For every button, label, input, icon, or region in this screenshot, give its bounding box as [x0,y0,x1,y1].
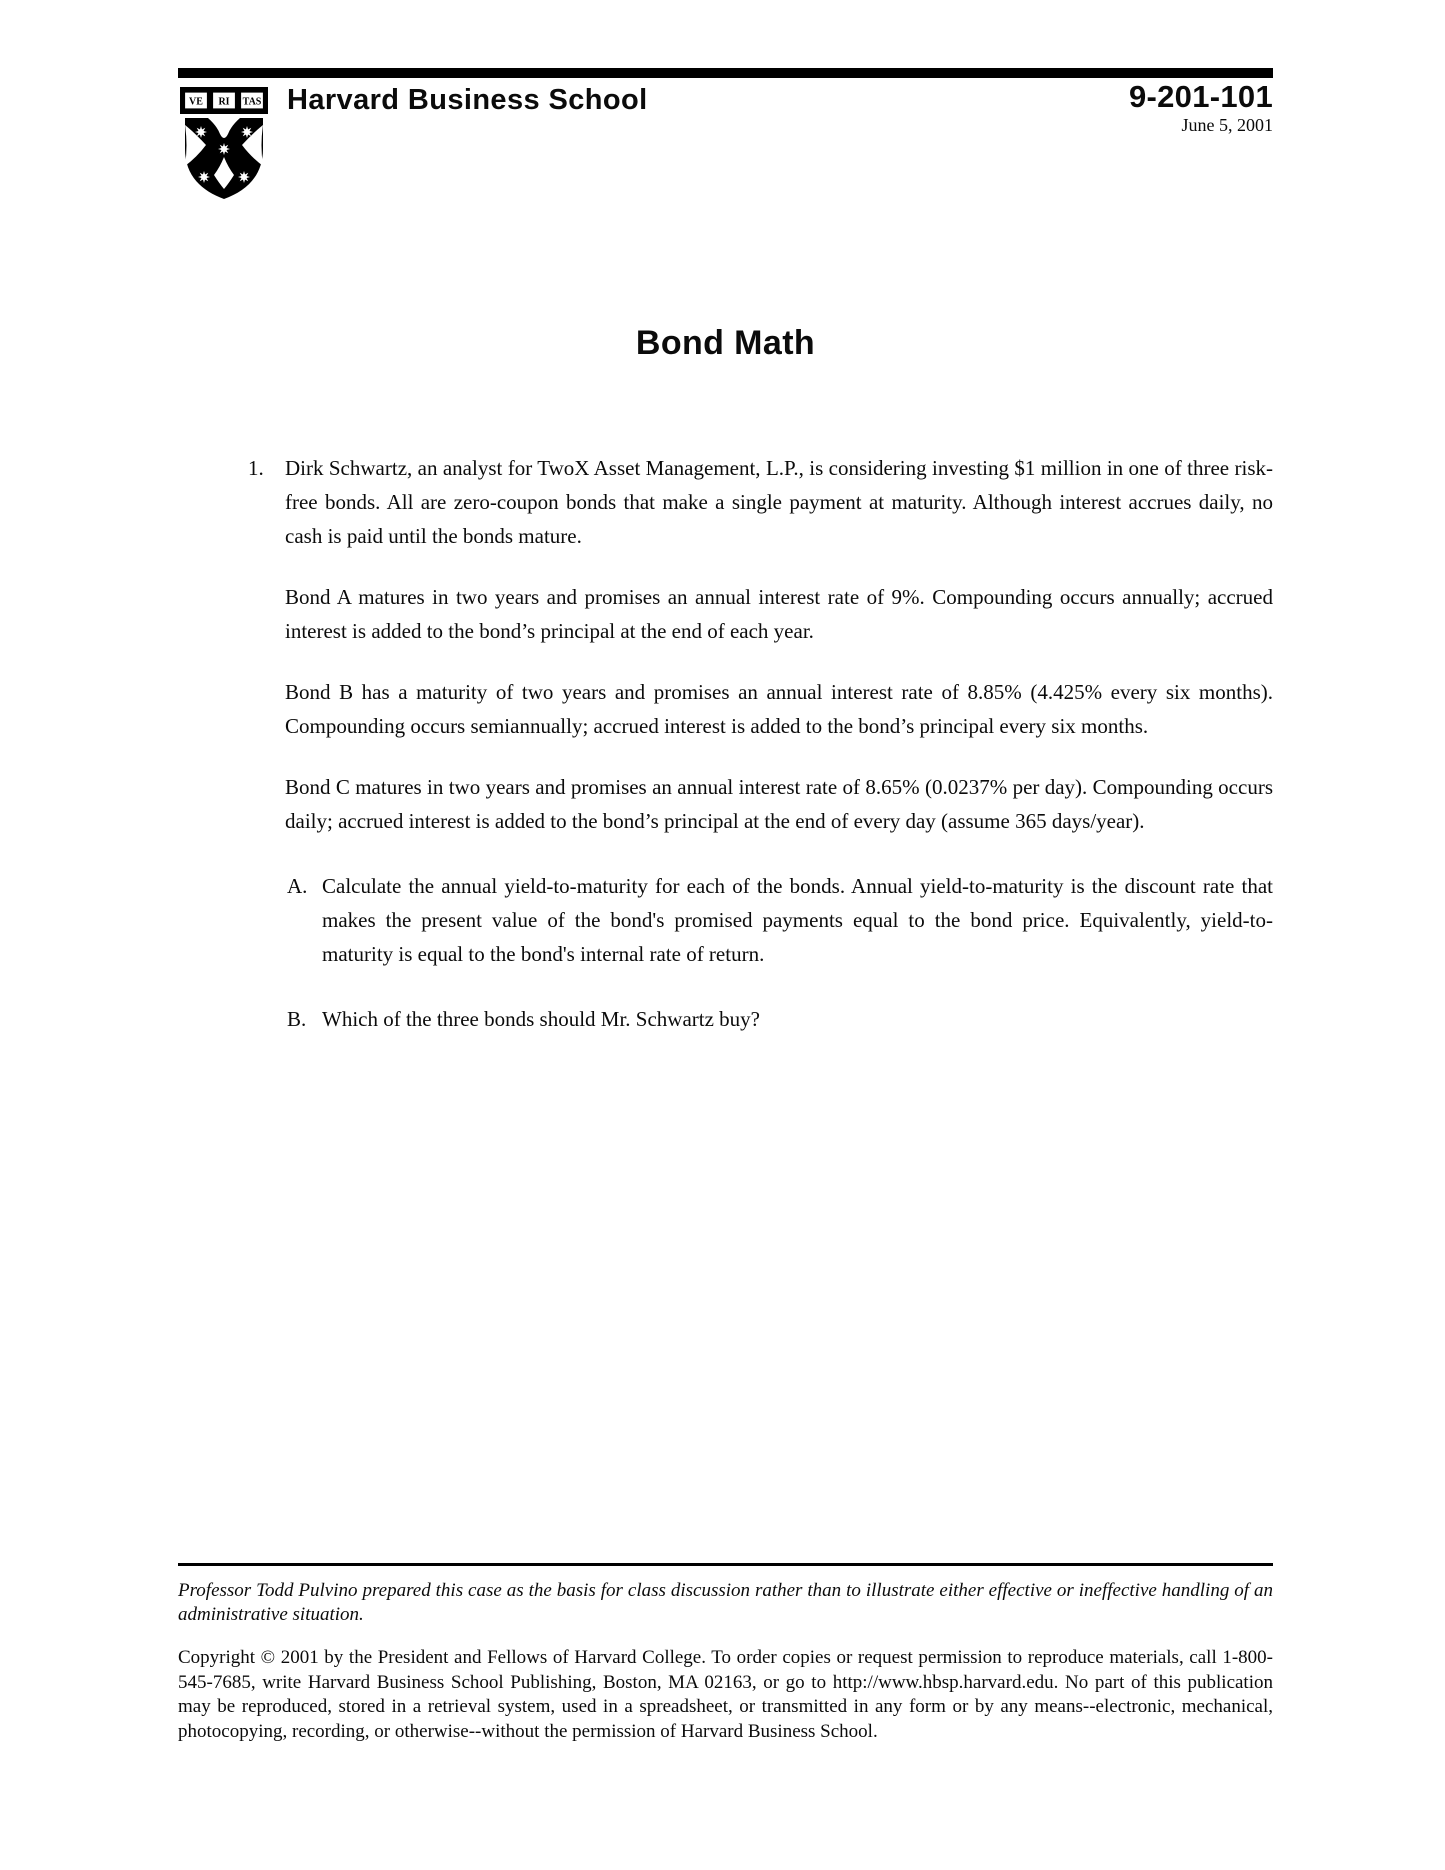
question-b [178,1002,1273,1036]
logo-veritas-ri: RI [218,96,230,108]
school-name: Harvard Business School [287,84,648,116]
question-b-text: Which of the three bonds should Mr. Schwartz buy? [322,1007,760,1031]
logo-veritas-tas: TAS [242,96,262,108]
document-number: 9-201-101 [1128,79,1273,114]
question-a [178,869,1273,971]
numbered-paragraph [178,451,1273,553]
header-rule [178,68,1273,78]
logo-veritas-ve: VE [189,96,203,108]
footnote-section [178,1563,1273,1763]
case-title: Bond Math [635,323,816,362]
case-body [178,451,1273,1036]
bond-a-paragraph: Bond A matures in two years and promises an annual interest rate of 9%. Compounding occurs annually; accrued interest is added to the bond’s principal at the end of each year. [285,585,1273,643]
footnote-rule [178,1563,1273,1566]
question-a-label: A. [287,874,308,898]
bond-b-paragraph: Bond B has a maturity of two years and promises an annual interest rate of 8.85% (4.425% every six months). Compounding occurs semiannually; accrued interest is added to the bond’s principal every six months. [285,680,1273,738]
hbs-shield-logo [180,87,268,200]
copyright-notice: Copyright © 2001 by the President and Fellows of Harvard College. To order copies or request permission to reproduce materials, call 1-800-545-7685, write Harvard Business School Publishing, Boston, MA 02163, or go to http://www.hbsp.harvard.edu. No part of this publication may be reproduced, stored in a retrieval system, used in a spreadsheet, or transmitted in any form or by any means--electronic, mechanical, photocopying, recording, or otherwise--without the permission of Harvard Business School. [178,1647,1273,1742]
intro-paragraph: Dirk Schwartz, an analyst for TwoX Asset Management, L.P., is considering investing $1 million in one of three risk-free bonds. All are zero-coupon bonds that make a single payment at maturity. Although interest accrues daily, no cash is paid until the bonds mature. [285,456,1273,548]
bond-c-paragraph: Bond C matures in two years and promises an annual interest rate of 8.65% (0.0237% per day). Compounding occurs daily; accrued interest is added to the bond’s principal at the end of every day (assume 365 days/year). [285,775,1273,833]
item-number: 1. [248,456,264,480]
question-b-label: B. [287,1007,307,1031]
attribution-note: Professor Todd Pulvino prepared this case as the basis for class discussion rather than to illustrate either effective or ineffective handling of an administrative situation. [178,1580,1273,1625]
question-a-text: Calculate the annual yield-to-maturity for each of the bonds. Annual yield-to-maturity is the discount rate that makes the present value of the bond's promised payments equal to the bond price. Equivalently, yield-to-maturity is equal to the bond's internal rate of return. [322,874,1273,966]
document-date: June 5, 2001 [1181,115,1273,135]
